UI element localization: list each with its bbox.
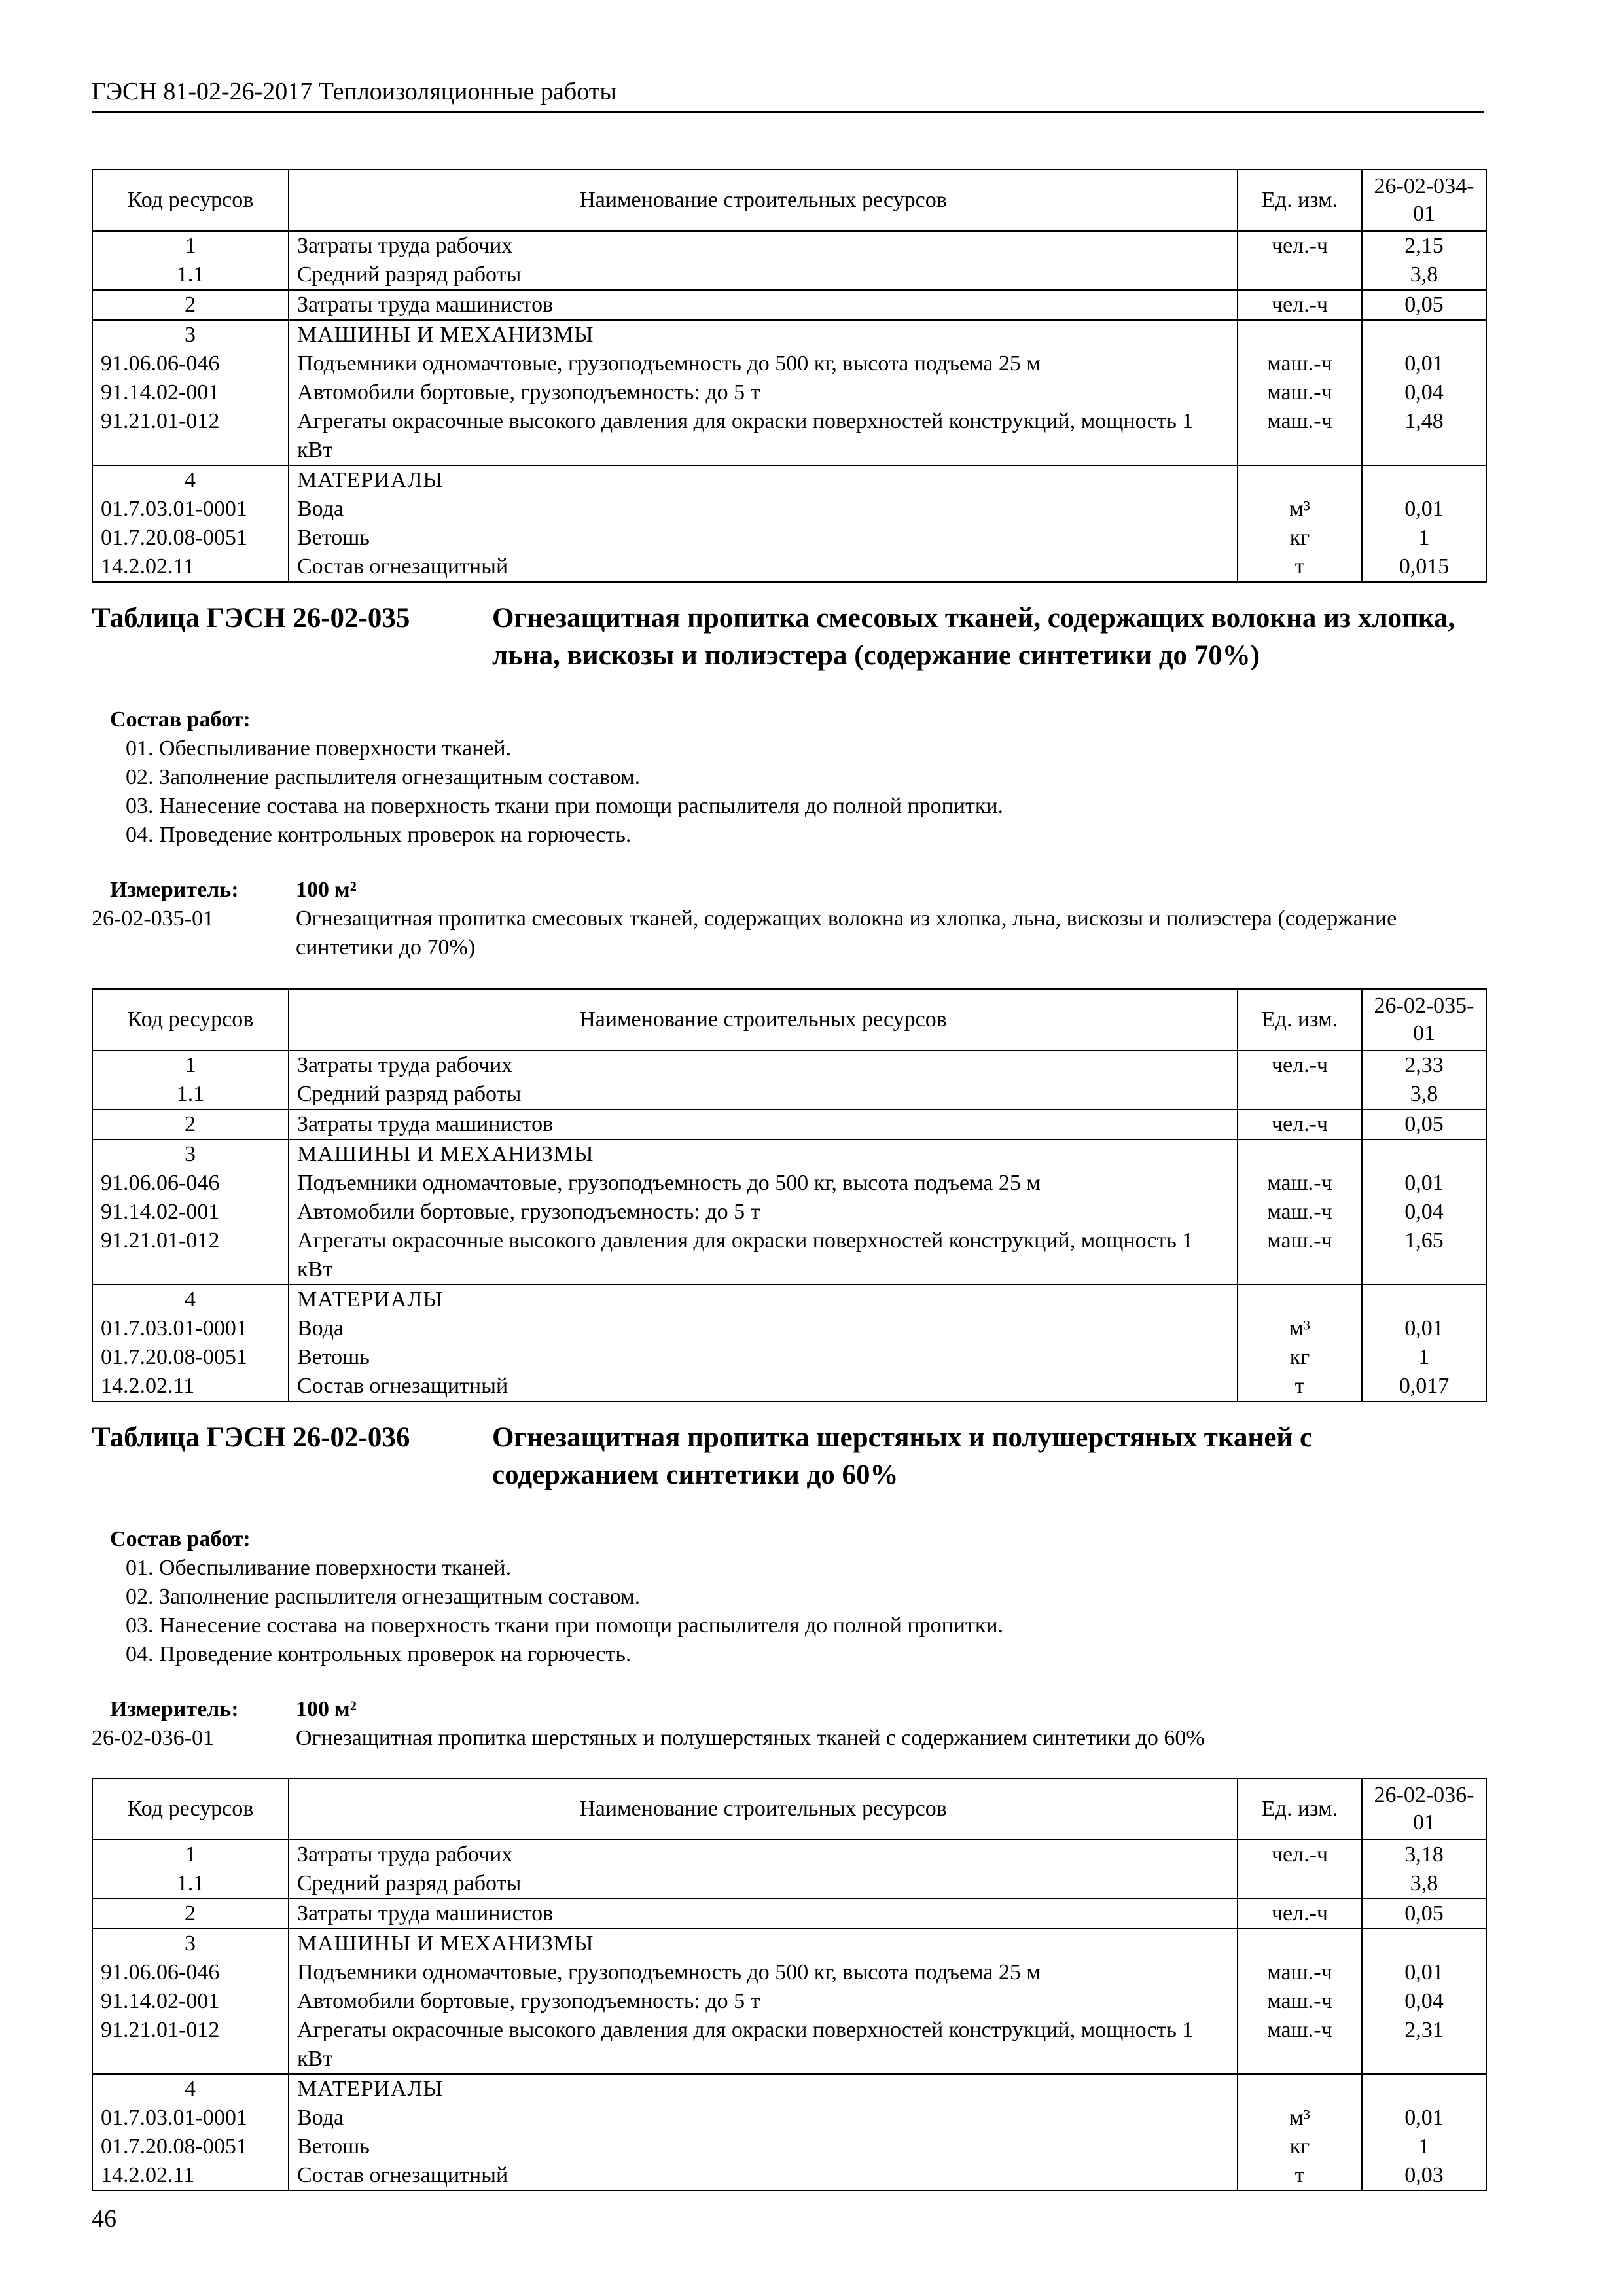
col-header-norm: 26-02-036-01 (1362, 1778, 1486, 1840)
table-row (92, 2161, 1486, 2191)
table-row (92, 1899, 1486, 1929)
resource-code: 1 (92, 1840, 289, 1869)
work-composition-label: Состав работ: (110, 708, 251, 732)
resource-name: Ветошь (289, 2132, 1238, 2161)
resource-value: 3,8 (1362, 1869, 1486, 1899)
resource-value: 1 (1362, 524, 1486, 552)
resource-code: 2 (92, 1899, 289, 1929)
col-header-name: Наименование строительных ресурсов (289, 1778, 1238, 1840)
work-step: 02. Заполнение распылителя огнезащитным составом. (126, 1585, 641, 1609)
resource-code: 14.2.02.11 (92, 2161, 289, 2191)
resource-value (1362, 1139, 1486, 1169)
table-row (92, 2016, 1486, 2074)
resource-unit (1238, 1929, 1362, 1958)
resource-name: Ветошь (289, 524, 1238, 552)
resource-value: 1 (1362, 2132, 1486, 2161)
resource-value (1362, 1929, 1486, 1958)
resource-name: Затраты труда рабочих (289, 1840, 1238, 1869)
table-row (92, 350, 1486, 378)
measure-label: Измеритель: (110, 878, 239, 902)
resource-name: Вода (289, 495, 1238, 524)
resource-value: 0,01 (1362, 1169, 1486, 1198)
table-row (92, 1987, 1486, 2016)
measure-label: Измеритель: (110, 1697, 239, 1721)
table-row (92, 2074, 1486, 2104)
section-heading: МАШИНЫ И МЕХАНИЗМЫ (289, 1929, 1238, 1958)
table-row (92, 524, 1486, 552)
resource-value: 2,31 (1362, 2016, 1486, 2074)
resource-value: 1 (1362, 1343, 1486, 1372)
resource-code: 91.06.06-046 (92, 1169, 289, 1198)
resource-name: Затраты труда машинистов (289, 1109, 1238, 1139)
table-row (92, 1227, 1486, 1285)
resource-value: 3,8 (1362, 260, 1486, 290)
col-header-name: Наименование строительных ресурсов (289, 170, 1238, 231)
resource-unit (1238, 2074, 1362, 2104)
resource-unit (1238, 1869, 1362, 1899)
resource-unit (1238, 1080, 1362, 1109)
col-header-unit: Ед. изм. (1238, 170, 1362, 231)
resource-name: Средний разряд работы (289, 1080, 1238, 1109)
resource-value: 2,15 (1362, 231, 1486, 260)
work-step: 03. Нанесение состава на поверхность ткани при помощи распылителя до полной пропитки. (126, 1613, 1004, 1638)
resource-name: Подъемники одномачтовые, грузоподъемность до 500 кг, высота подъема 25 м (289, 1169, 1238, 1198)
norm-code: 26-02-035-01 (92, 906, 214, 931)
resource-value: 0,01 (1362, 1958, 1486, 1987)
work-step: 01. Обеспыливание поверхности тканей. (126, 736, 512, 761)
work-composition-label: Состав работ: (110, 1527, 251, 1551)
resource-value: 0,05 (1362, 1899, 1486, 1929)
resource-code: 01.7.20.08-0051 (92, 2132, 289, 2161)
resource-unit: маш.-ч (1238, 1198, 1362, 1227)
table-row (92, 1840, 1486, 1869)
header-rule (92, 111, 1484, 113)
resource-unit: кг (1238, 2132, 1362, 2161)
table-row (92, 552, 1486, 582)
table-row (92, 1109, 1486, 1139)
resource-value: 0,05 (1362, 290, 1486, 320)
resource-unit: чел.-ч (1238, 1899, 1362, 1929)
table-number: Таблица ГЭСН 26-02-036 (92, 1422, 410, 1453)
norm-description: Огнезащитная пропитка смесовых тканей, содержащих волокна из хлопка, льна, вискозы и полиэстера (содержание синтетики до 70%) (296, 906, 1397, 960)
resource-name: Агрегаты окрасочные высокого давления для окраски поверхностей конструкций, мощность 1 кВт (289, 407, 1238, 465)
resource-name: Вода (289, 2104, 1238, 2132)
col-header-norm: 26-02-035-01 (1362, 989, 1486, 1050)
resource-table-035 (92, 988, 1486, 1402)
resource-code: 01.7.03.01-0001 (92, 1314, 289, 1343)
resource-code: 91.06.06-046 (92, 350, 289, 378)
work-composition-036 (110, 1525, 1003, 1669)
table-row (92, 495, 1486, 524)
work-step: 03. Нанесение состава на поверхность ткани при помощи распылителя до полной пропитки. (126, 794, 1004, 818)
resource-value: 0,04 (1362, 1987, 1486, 2016)
table-number: Таблица ГЭСН 26-02-035 (92, 603, 410, 634)
resource-code: 4 (92, 465, 289, 495)
resource-unit: м³ (1238, 1314, 1362, 1343)
table-row (92, 320, 1486, 350)
resource-value: 3,18 (1362, 1840, 1486, 1869)
resource-value: 0,01 (1362, 350, 1486, 378)
resource-value (1362, 1285, 1486, 1314)
resource-value: 0,017 (1362, 1372, 1486, 1401)
resource-value: 0,015 (1362, 552, 1486, 582)
resource-unit (1238, 1139, 1362, 1169)
table-row (92, 407, 1486, 465)
resource-value: 2,33 (1362, 1050, 1486, 1080)
resource-value: 0,04 (1362, 378, 1486, 407)
norm-description: Огнезащитная пропитка шерстяных и полушерстяных тканей с содержанием синтетики до 60% (296, 1726, 1205, 1750)
resource-unit: чел.-ч (1238, 290, 1362, 320)
table-row (92, 1050, 1486, 1080)
resource-unit: чел.-ч (1238, 1840, 1362, 1869)
table-row (92, 465, 1486, 495)
resource-code: 4 (92, 2074, 289, 2104)
resource-name: Подъемники одномачтовые, грузоподъемность до 500 кг, высота подъема 25 м (289, 350, 1238, 378)
resource-name: Средний разряд работы (289, 1869, 1238, 1899)
resource-unit: маш.-ч (1238, 2016, 1362, 2074)
resource-name: Состав огнезащитный (289, 2161, 1238, 2191)
measure-value: 100 м² (296, 1697, 357, 1721)
running-header: ГЭСН 81-02-26-2017 Теплоизоляционные работы (92, 78, 616, 105)
resource-name: Агрегаты окрасочные высокого давления для окраски поверхностей конструкций, мощность 1 кВт (289, 2016, 1238, 2074)
resource-code: 1.1 (92, 1869, 289, 1899)
resource-name: Затраты труда машинистов (289, 290, 1238, 320)
resource-code: 1 (92, 231, 289, 260)
section-heading: МАШИНЫ И МЕХАНИЗМЫ (289, 1139, 1238, 1169)
col-header-code: Код ресурсов (92, 1778, 289, 1840)
resource-name: Состав огнезащитный (289, 552, 1238, 582)
resource-name: Затраты труда машинистов (289, 1899, 1238, 1929)
resource-name: Автомобили бортовые, грузоподъемность: до 5 т (289, 1198, 1238, 1227)
resource-unit: м³ (1238, 495, 1362, 524)
resource-value: 0,03 (1362, 2161, 1486, 2191)
page-number: 46 (92, 2205, 116, 2233)
resource-name: Затраты труда рабочих (289, 1050, 1238, 1080)
table-row (92, 231, 1486, 260)
resource-code: 01.7.20.08-0051 (92, 1343, 289, 1372)
col-header-name: Наименование строительных ресурсов (289, 989, 1238, 1050)
resource-code: 01.7.20.08-0051 (92, 524, 289, 552)
work-step: 01. Обеспыливание поверхности тканей. (126, 1556, 512, 1580)
resource-name: Средний разряд работы (289, 260, 1238, 290)
table-row (92, 1139, 1486, 1169)
section-heading: МАТЕРИАЛЫ (289, 2074, 1238, 2104)
table-title-035 (92, 600, 1486, 678)
resource-unit: т (1238, 2161, 1362, 2191)
resource-code: 3 (92, 1929, 289, 1958)
resource-unit: маш.-ч (1238, 1987, 1362, 2016)
table-description: Огнезащитная пропитка шерстяных и полушерстяных тканей с содержанием синтетики до 60% (492, 1422, 1313, 1490)
resource-value: 3,8 (1362, 1080, 1486, 1109)
resource-code: 1 (92, 1050, 289, 1080)
table-row (92, 1285, 1486, 1314)
resource-unit (1238, 320, 1362, 350)
table-description: Огнезащитная пропитка смесовых тканей, содержащих волокна из хлопка, льна, вискозы и полиэстера (содержание синтетики до 70%) (492, 603, 1455, 671)
resource-name: Автомобили бортовые, грузоподъемность: до 5 т (289, 378, 1238, 407)
resource-code: 91.21.01-012 (92, 1227, 289, 1285)
col-header-norm: 26-02-034-01 (1362, 170, 1486, 231)
col-header-code: Код ресурсов (92, 170, 289, 231)
resource-code: 91.14.02-001 (92, 1198, 289, 1227)
resource-name: Вода (289, 1314, 1238, 1343)
table-title-036 (92, 1419, 1486, 1498)
resource-unit (1238, 1285, 1362, 1314)
section-heading: МАШИНЫ И МЕХАНИЗМЫ (289, 320, 1238, 350)
col-header-code: Код ресурсов (92, 989, 289, 1050)
resource-code: 1.1 (92, 1080, 289, 1109)
resource-code: 91.21.01-012 (92, 407, 289, 465)
resource-code: 4 (92, 1285, 289, 1314)
table-row (92, 2132, 1486, 2161)
work-step: 02. Заполнение распылителя огнезащитным составом. (126, 765, 641, 789)
col-header-unit: Ед. изм. (1238, 1778, 1362, 1840)
work-composition-035 (110, 706, 1003, 850)
resource-name: Агрегаты окрасочные высокого давления для окраски поверхностей конструкций, мощность 1 кВт (289, 1227, 1238, 1285)
resource-name: Автомобили бортовые, грузоподъемность: до 5 т (289, 1987, 1238, 2016)
resource-unit: м³ (1238, 2104, 1362, 2132)
measure-block-036 (92, 1695, 1486, 1754)
resource-name: Подъемники одномачтовые, грузоподъемность до 500 кг, высота подъема 25 м (289, 1958, 1238, 1987)
resource-unit: маш.-ч (1238, 1227, 1362, 1285)
resource-code: 2 (92, 290, 289, 320)
resource-value: 0,01 (1362, 2104, 1486, 2132)
resource-code: 01.7.03.01-0001 (92, 495, 289, 524)
table-row (92, 1929, 1486, 1958)
resource-name: Ветошь (289, 1343, 1238, 1372)
resource-unit: кг (1238, 524, 1362, 552)
resource-value: 0,05 (1362, 1109, 1486, 1139)
resource-unit: чел.-ч (1238, 231, 1362, 260)
measure-value: 100 м² (296, 878, 357, 902)
table-row (92, 1869, 1486, 1899)
resource-unit: чел.-ч (1238, 1109, 1362, 1139)
resource-unit: маш.-ч (1238, 378, 1362, 407)
resource-unit: чел.-ч (1238, 1050, 1362, 1080)
table-row (92, 378, 1486, 407)
table-row (92, 2104, 1486, 2132)
resource-unit (1238, 260, 1362, 290)
resource-unit: маш.-ч (1238, 350, 1362, 378)
work-step: 04. Проведение контрольных проверок на горючесть. (126, 823, 632, 847)
work-step: 04. Проведение контрольных проверок на горючесть. (126, 1642, 632, 1666)
resource-unit: т (1238, 552, 1362, 582)
table-row (92, 1372, 1486, 1401)
resource-code: 14.2.02.11 (92, 552, 289, 582)
table-row (92, 260, 1486, 290)
resource-code: 91.06.06-046 (92, 1958, 289, 1987)
table-row (92, 1958, 1486, 1987)
section-heading: МАТЕРИАЛЫ (289, 1285, 1238, 1314)
table-row (92, 1198, 1486, 1227)
resource-unit: маш.-ч (1238, 1169, 1362, 1198)
table-row (92, 1080, 1486, 1109)
resource-name: Затраты труда рабочих (289, 231, 1238, 260)
resource-value (1362, 2074, 1486, 2104)
resource-code: 91.21.01-012 (92, 2016, 289, 2074)
resource-code: 91.14.02-001 (92, 1987, 289, 2016)
resource-value: 0,01 (1362, 1314, 1486, 1343)
norm-code: 26-02-036-01 (92, 1726, 214, 1750)
table-row (92, 1169, 1486, 1198)
resource-unit: т (1238, 1372, 1362, 1401)
resource-code: 3 (92, 320, 289, 350)
resource-name: Состав огнезащитный (289, 1372, 1238, 1401)
resource-value: 0,04 (1362, 1198, 1486, 1227)
resource-table-036 (92, 1778, 1486, 2191)
resource-unit (1238, 465, 1362, 495)
resource-value: 1,65 (1362, 1227, 1486, 1285)
resource-unit: маш.-ч (1238, 1958, 1362, 1987)
resource-value: 1,48 (1362, 407, 1486, 465)
section-heading: МАТЕРИАЛЫ (289, 465, 1238, 495)
resource-value (1362, 465, 1486, 495)
resource-value (1362, 320, 1486, 350)
resource-code: 14.2.02.11 (92, 1372, 289, 1401)
table-row (92, 290, 1486, 320)
resource-code: 1.1 (92, 260, 289, 290)
table-row (92, 1314, 1486, 1343)
resource-unit: кг (1238, 1343, 1362, 1372)
col-header-unit: Ед. изм. (1238, 989, 1362, 1050)
measure-block-035 (92, 876, 1486, 962)
resource-code: 91.14.02-001 (92, 378, 289, 407)
resource-code: 01.7.03.01-0001 (92, 2104, 289, 2132)
resource-code: 3 (92, 1139, 289, 1169)
resource-code: 2 (92, 1109, 289, 1139)
resource-table-034 (92, 169, 1486, 583)
resource-value: 0,01 (1362, 495, 1486, 524)
resource-unit: маш.-ч (1238, 407, 1362, 465)
table-row (92, 1343, 1486, 1372)
